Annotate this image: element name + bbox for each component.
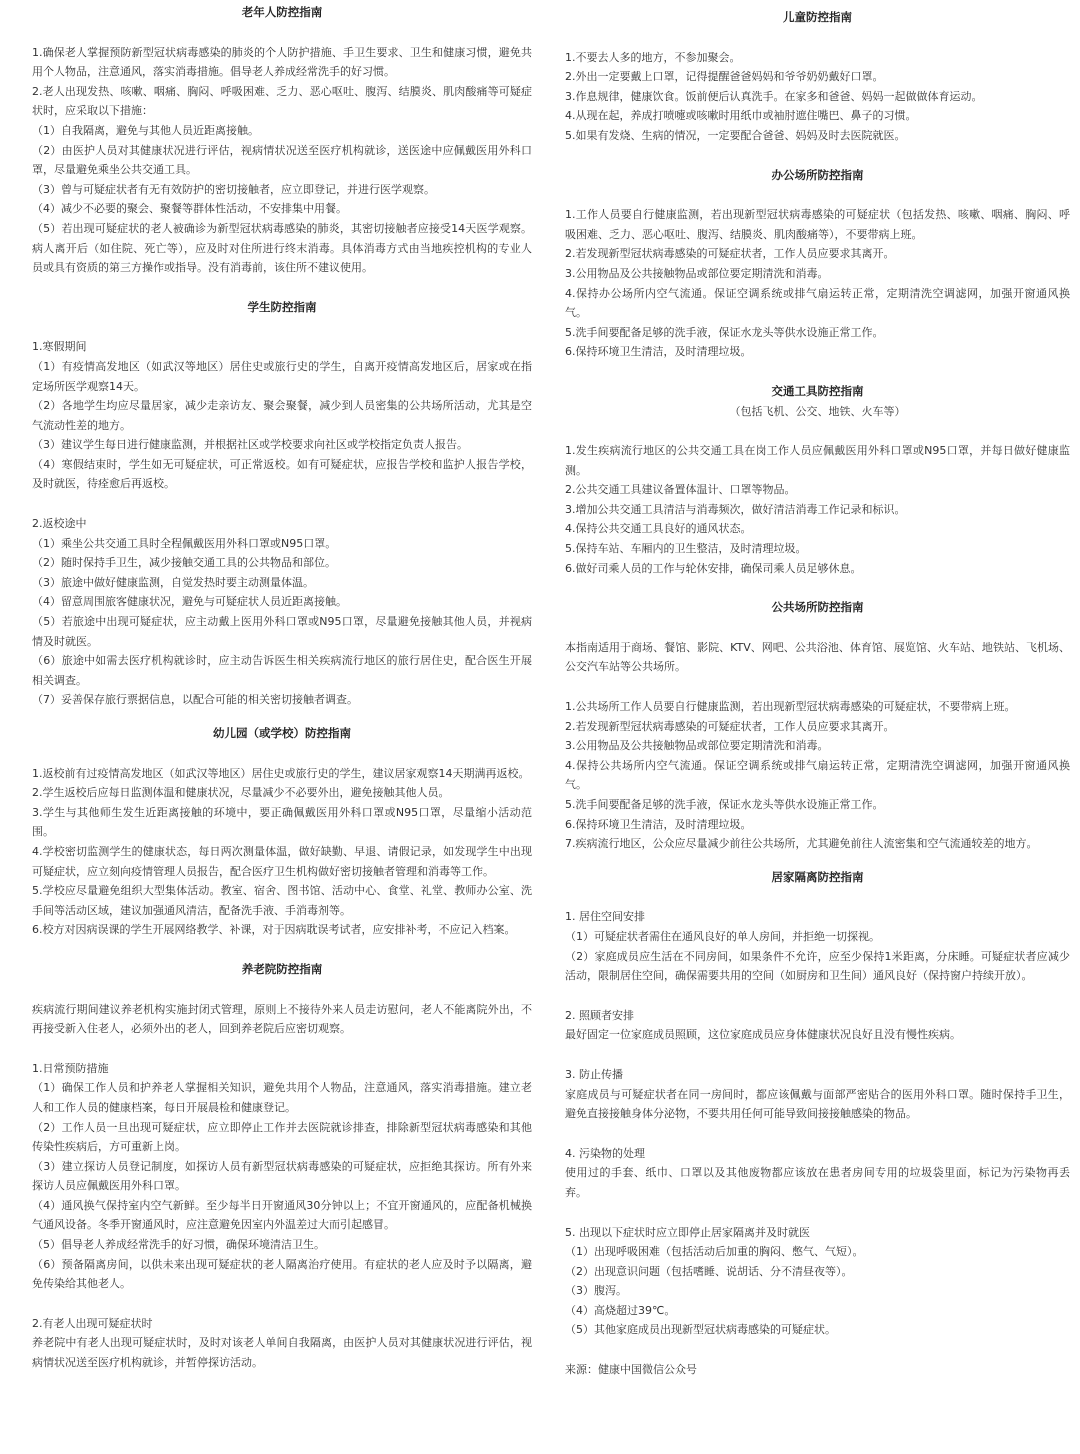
subsection-heading: 5. 出现以下症状时应立即停止居家隔离并及时就医 xyxy=(565,1225,810,1239)
list-item: （1）出现呼吸困难（包括活动后加重的胸闷、憋气、气短）。 xyxy=(565,1245,864,1259)
list-item: （2）由医护人员对其健康状况进行评估，视病情状况送至医疗机构就诊，送医途中应佩戴医用外科口罩，尽量避免乘坐公共交通工具。 xyxy=(32,143,532,177)
section-title-students: 学生防控指南 xyxy=(247,299,317,314)
paragraph: 3.增加公共交通工具清洁与消毒频次，做好清洁消毒工作记录和标识。 xyxy=(565,502,906,516)
list-item: （2）工作人员一旦出现可疑症状，应立即停止工作并去医院就诊排查，排除新型冠状病毒感染和其他传染性疾病后，方可重新上岗。 xyxy=(32,1120,532,1154)
section-title-elderly: 老年人防控指南 xyxy=(241,5,323,19)
section-title-home-isolation: 居家隔离防控指南 xyxy=(771,869,864,884)
subsection-heading: 2.返校途中 xyxy=(32,517,87,531)
list-item: （2）家庭成员应生活在不同房间，如果条件不允许，应至少保持1米距离，分床睡。可疑症状者应减少活动，限制居住空间，确保需要共用的空间（如厨房和卫生间）通风良好（保持窗户持续开放）。 xyxy=(565,949,1070,983)
paragraph: 使用过的手套、纸巾、口罩以及其他废物都应该放在患者房间专用的垃圾袋里面，标记为污染物再丢弃。 xyxy=(565,1166,1070,1199)
list-item: （1）自我隔离，避免与其他人员近距离接触。 xyxy=(32,123,259,137)
paragraph: 3.作息规律，健康饮食。饭前便后认真洗手。在家多和爸爸、妈妈一起做做体育运动。 xyxy=(565,89,983,103)
left-column xyxy=(32,0,532,1373)
list-item: （1）可疑症状者需住在通风良好的单人房间，并拒绝一切探视。 xyxy=(565,929,880,943)
section-title-public-places: 公共场所防控指南 xyxy=(771,600,864,615)
list-item: （1）确保工作人员和护养老人掌握相关知识，避免共用个人物品，注意通风，落实消毒措施。建立老人和工作人员的健康档案，每日开展晨检和健康登记。 xyxy=(32,1081,532,1114)
list-item: （4）减少不必要的聚会、聚餐等群体性活动，不安排集中用餐。 xyxy=(32,202,347,216)
source-credit: 来源：健康中国微信公众号 xyxy=(565,1363,697,1377)
subsection-heading: 2.有老人出现可疑症状时 xyxy=(32,1316,153,1330)
list-item: （3）建议学生每日进行健康监测，并根据社区或学校要求向社区或学校指定负责人报告。 xyxy=(32,438,468,452)
paragraph: 7.疾病流行地区，公众应尽量减少前往公共场所，尤其避免前往人流密集和空气流通较差的地方。 xyxy=(565,837,1038,851)
paragraph: 3.公用物品及公共接触物品或部位要定期清洗和消毒。 xyxy=(565,739,829,753)
list-item: （3）建立探访人员登记制度，如探访人员有新型冠状病毒感染的可疑症状，应拒绝其探访。所有外来探访人员应佩戴医用外科口罩。 xyxy=(32,1159,532,1193)
section-subtitle-transport: （包括飞机、公交、地铁、火车等） xyxy=(729,404,906,418)
paragraph: 4.保持公共场所内空气流通。保证空调系统或排气扇运转正常，定期清洗空调滤网，加强开窗通风换气。 xyxy=(565,758,1070,792)
subsection-heading: 4. 污染物的处理 xyxy=(565,1146,645,1160)
list-item: （5）若出现可疑症状的老人被确诊为新型冠状病毒感染的肺炎，其密切接触者应接受14天医学观察。病人离开后（如住院、死亡等），应及时对住所进行终末消毒。具体消毒方式由当地疾控机构的专业人员或具有资质的第三方操作或指导。没有消毒前，该住所不建议使用。 xyxy=(32,221,532,275)
list-item: （4）通风换气保持室内空气新鲜。至少每半日开窗通风30分钟以上；不宜开窗通风的，应配备机械换气通风设备。冬季开窗通风时，应注意避免因室内外温差过大而引起感冒。 xyxy=(32,1198,532,1232)
list-item: （6）旅途中如需去医疗机构就诊时，应主动告诉医生相关疾病流行地区的旅行居住史，配合医生开展相关调查。 xyxy=(32,654,532,687)
paragraph: 3.公用物品及公共接触物品或部位要定期清洗和消毒。 xyxy=(565,266,829,280)
list-item: （3）腹泻。 xyxy=(565,1284,627,1298)
paragraph: 6.保持环境卫生清洁，及时清理垃圾。 xyxy=(565,817,752,831)
paragraph: 5.洗手间要配备足够的洗手液，保证水龙头等供水设施正常工作。 xyxy=(565,798,884,811)
paragraph: 1.工作人员要自行健康监测，若出现新型冠状病毒感染的可疑症状（包括发热、咳嗽、咽痛、胸闷、呼吸困难、乏力、恶心呕吐、腹泻、结膜炎、肌肉酸痛等），不要带病上班。 xyxy=(565,208,1070,241)
list-item: （5）若旅途中出现可疑症状，应主动戴上医用外科口罩或N95口罩，尽量避免接触其他人员，并视病情及时就医。 xyxy=(32,615,532,648)
list-item: （4）高烧超过39℃。 xyxy=(565,1303,676,1317)
paragraph: 6.保持环境卫生清洁，及时清理垃圾。 xyxy=(565,345,752,359)
list-item: （1）乘坐公共交通工具时全程佩戴医用外科口罩或N95口罩。 xyxy=(32,536,337,550)
paragraph: 5.洗手间要配备足够的洗手液，保证水龙头等供水设施正常工作。 xyxy=(565,325,884,339)
paragraph: 养老院中有老人出现可疑症状时，及时对该老人单间自我隔离，由医护人员对其健康状况进行评估，视病情状况送至医疗机构就诊，并暂停探访活动。 xyxy=(32,1336,532,1370)
paragraph: 2.老人出现发热、咳嗽、咽痛、胸闷、呼吸困难、乏力、恶心呕吐、腹泻、结膜炎、肌肉酸痛等可疑症状时，应采取以下措施： xyxy=(32,84,532,118)
list-item: （3）旅途中做好健康监测，自觉发热时要主动测量体温。 xyxy=(32,575,314,589)
paragraph: 5.学校应尽量避免组织大型集体活动。教室、宿舍、图书馆、活动中心、食堂、礼堂、教师办公室、洗手间等活动区域，建议加强通风清洁，配备洗手液、手消毒剂等。 xyxy=(32,884,532,917)
list-item: （1）有疫情高发地区（如武汉等地区）居住史或旅行史的学生，自离开疫情高发地区后，居家或在指定场所医学观察14天。 xyxy=(32,359,532,393)
list-item: （4）留意周围旅客健康状况，避免与可疑症状人员近距离接触。 xyxy=(32,595,347,609)
paragraph: 1.返校前有过疫情高发地区（如武汉等地区）居住史或旅行史的学生，建议居家观察14天期满再返校。 xyxy=(32,766,530,780)
paragraph: 2.外出一定要戴上口罩，记得提醒爸爸妈妈和爷爷奶奶戴好口罩。 xyxy=(565,70,884,84)
paragraph: 2.学生返校后应每日监测体温和健康状况，尽量减少不必要外出，避免接触其他人员。 xyxy=(32,786,450,800)
paragraph: 4.保持办公场所内空气流通。保证空调系统或排气扇运转正常，定期清洗空调滤网，加强开窗通风换气。 xyxy=(565,286,1070,320)
paragraph: 6.校方对因病误课的学生开展网络教学、补课，对于因病耽误考试者，应安排补考，不应记入档案。 xyxy=(32,923,516,937)
paragraph: 1.不要去人多的地方，不参加聚会。 xyxy=(565,50,741,64)
section-title-office: 办公场所防控指南 xyxy=(771,167,864,182)
subsection-heading: 1. 居住空间安排 xyxy=(565,910,645,924)
right-column xyxy=(565,0,1070,1380)
subsection-heading: 1.寒假期间 xyxy=(32,340,87,354)
paragraph: 疾病流行期间建议养老机构实施封闭式管理，原则上不接待外来人员走访慰问，老人不能离院外出，不再接受新入住老人，必须外出的老人，回到养老院后应密切观察。 xyxy=(32,1002,532,1036)
subsection-heading: 2. 照顾者安排 xyxy=(565,1008,634,1022)
paragraph: 2.公共交通工具建议备置体温计、口罩等物品。 xyxy=(565,483,796,497)
list-item: （2）各地学生均应尽量居家，减少走亲访友、聚会聚餐，减少到人员密集的公共场所活动，尤其是空气流动性差的地方。 xyxy=(32,399,532,432)
paragraph: 3.学生与其他师生发生近距离接触的环境中，要正确佩戴医用外科口罩或N95口罩，尽量缩小活动范围。 xyxy=(32,805,532,839)
list-item: （3）曾与可疑症状者有无有效防护的密切接触者，应立即登记，并进行医学观察。 xyxy=(32,182,435,196)
paragraph: 1.发生疾病流行地区的公共交通工具在岗工作人员应佩戴医用外科口罩或N95口罩，并每日做好健康监测。 xyxy=(565,444,1070,477)
paragraph: 6.做好司乘人员的工作与轮休安排，确保司乘人员足够休息。 xyxy=(565,561,862,575)
paragraph: 4.保持公共交通工具良好的通风状态。 xyxy=(565,522,752,536)
list-item: （5）其他家庭成员出现新型冠状病毒感染的可疑症状。 xyxy=(565,1323,836,1337)
list-item: （6）预备隔离房间，以供未来出现可疑症状的老人隔离治疗使用。有症状的老人应及时予以隔离，避免传染给其他老人。 xyxy=(32,1257,532,1291)
section-title-transport: 交通工具防控指南 xyxy=(771,383,864,398)
list-item: （5）倡导老人养成经常洗手的好习惯，确保环境清洁卫生。 xyxy=(32,1238,325,1252)
subsection-heading: 1.日常预防措施 xyxy=(32,1061,109,1075)
section-title-kindergarten: 幼儿园（或学校）防控指南 xyxy=(213,726,351,740)
list-item: （2）随时保持手卫生，减少接触交通工具的公共物品和部位。 xyxy=(32,556,336,570)
paragraph: 1.公共场所工作人员要自行健康监测，若出现新型冠状病毒感染的可疑症状，不要带病上班。 xyxy=(565,700,1016,714)
subsection-heading: 3. 防止传播 xyxy=(565,1067,623,1081)
paragraph: 2.若发现新型冠状病毒感染的可疑症状者，工作人员应要求其离开。 xyxy=(565,719,895,733)
paragraph: 家庭成员与可疑症状者在同一房间时，都应该佩戴与面部严密贴合的医用外科口罩。随时保持手卫生，避免直接接触身体分泌物，不要共用任何可能导致间接接触感染的物品。 xyxy=(565,1087,1070,1121)
section-title-children: 儿童防控指南 xyxy=(783,10,852,24)
list-item: （7）妥善保存旅行票据信息，以配合可能的相关密切接触者调查。 xyxy=(32,693,358,707)
paragraph: 本指南适用于商场、餐馆、影院、KTV、网吧、公共浴池、体育馆、展览馆、火车站、地铁站、飞机场、公交汽车站等公共场所。 xyxy=(565,640,1070,674)
paragraph: 最好固定一位家庭成员照顾，这位家庭成员应身体健康状况良好且没有慢性疾病。 xyxy=(565,1028,961,1042)
list-item: （2）出现意识问题（包括嗜睡、说胡话、分不清昼夜等）。 xyxy=(565,1264,853,1278)
section-title-nursing-home: 养老院防控指南 xyxy=(241,961,323,976)
paragraph: 4.学校密切监测学生的健康状态，每日两次测量体温，做好缺勤、早退、请假记录，如发现学生中出现可疑症状，应立刻向疫情管理人员报告，配合医疗卫生机构做好密切接触者管理和消毒等工作。 xyxy=(32,844,532,878)
paragraph: 4.从现在起，养成打喷嚏或咳嗽时用纸巾或袖肘遮住嘴巴、鼻子的习惯。 xyxy=(565,109,917,123)
list-item: （4）寒假结束时，学生如无可疑症状，可正常返校。如有可疑症状，应报告学校和监护人报告学校，及时就医，待痊愈后再返校。 xyxy=(32,457,532,491)
paragraph: 2.若发现新型冠状病毒感染的可疑症状者，工作人员应要求其离开。 xyxy=(565,247,895,261)
paragraph: 5.如果有发烧、生病的情况，一定要配合爸爸、妈妈及时去医院就医。 xyxy=(565,128,906,142)
paragraph: 1.确保老人掌握预防新型冠状病毒感染的肺炎的个人防护措施、手卫生要求、卫生和健康习惯，避免共用个人物品，注意通风，落实消毒措施。倡导老人养成经常洗手的好习惯。 xyxy=(32,45,532,79)
paragraph: 5.保持车站、车厢内的卫生整洁，及时清理垃圾。 xyxy=(565,542,807,556)
